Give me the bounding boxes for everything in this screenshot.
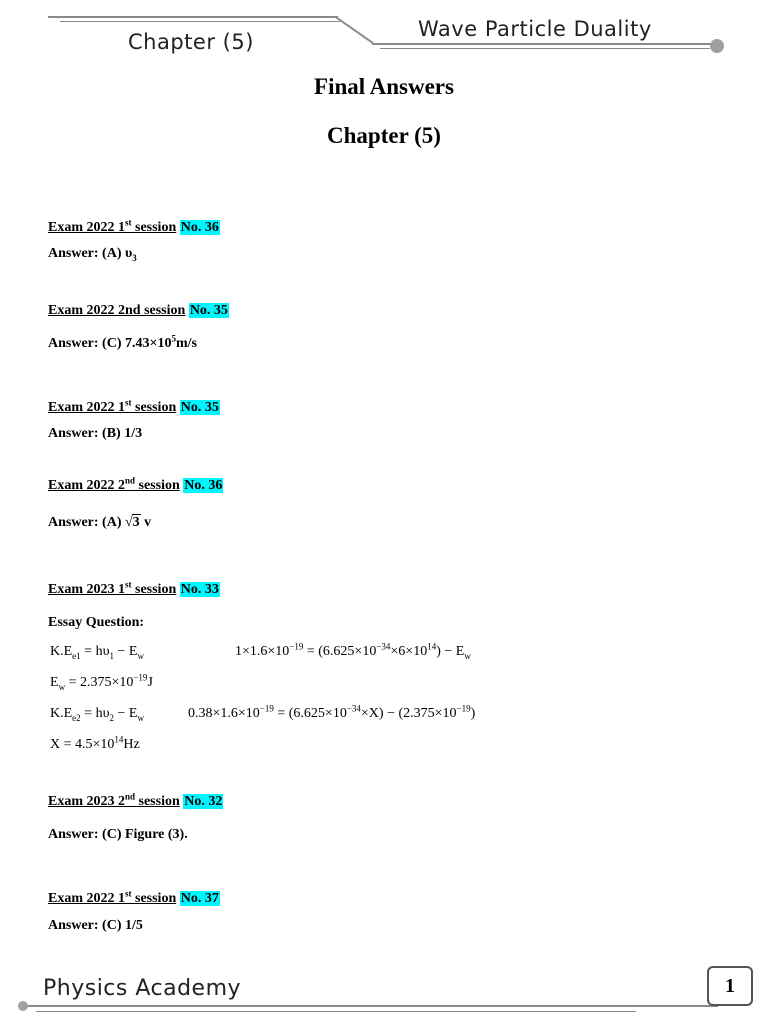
question-number-7: No. 37 xyxy=(180,891,219,906)
header-chapter: Chapter (5) xyxy=(128,30,254,54)
footer-brand: Physics Academy xyxy=(43,976,242,1001)
equation-3-right: $0.38\times 1.6\times 10^{-19} = (6.625\times 10^{-34}\times X) - (2.375\times 10^{-19})$ xyxy=(188,703,476,721)
answer-4: Answer: (A) √3 v xyxy=(48,515,152,530)
page-subtitle: Chapter (5) xyxy=(327,123,441,148)
essay-label: Essay Question: xyxy=(48,615,145,630)
equation-2: $E_w = 2.375\times 10^{-19}J$ xyxy=(50,672,153,692)
answer-6: Answer: (C) Figure (3). xyxy=(48,827,188,842)
question-number-1: No. 36 xyxy=(180,220,219,235)
header-rule-left-thin xyxy=(60,21,340,22)
question-heading-7: Exam 2022 1st session No. 37 xyxy=(48,888,219,906)
question-number-3: No. 35 xyxy=(180,400,219,415)
header-rule-diagonal-thin xyxy=(341,21,374,45)
header-rule-left xyxy=(48,16,338,18)
question-heading-3: Exam 2022 1st session No. 35 xyxy=(48,397,219,415)
question-heading-6: Exam 2023 2nd session No. 32 xyxy=(48,791,223,809)
sqrt-icon: √ xyxy=(124,515,133,530)
page-number: 1 xyxy=(707,966,753,1006)
answer-2: Answer: (C) $7.43\times 10^5m/s$ xyxy=(48,333,197,351)
question-number-5: No. 33 xyxy=(180,582,219,597)
equation-1-left: $K.E_{e1} = h\upsilon_1 - E_w$ xyxy=(50,644,144,661)
question-number-6: No. 32 xyxy=(184,794,223,809)
footer-rule-thin xyxy=(36,1011,636,1012)
footer-rule xyxy=(28,1005,718,1007)
page-title: Final Answers xyxy=(314,74,454,99)
header-rule-right xyxy=(372,43,712,45)
question-heading-2: Exam 2022 2nd session No. 35 xyxy=(48,303,228,318)
question-number-2: No. 35 xyxy=(189,303,228,318)
question-heading-1: Exam 2022 1st session No. 36 xyxy=(48,217,219,235)
answer-7: Answer: (C) 1/5 xyxy=(48,918,143,933)
header-dot-icon xyxy=(710,39,724,53)
answer-3: Answer: (B) 1/3 xyxy=(48,426,143,441)
footer-dot-icon xyxy=(18,1001,28,1011)
question-number-4: No. 36 xyxy=(184,478,223,493)
header-topic: Wave Particle Duality xyxy=(418,17,652,41)
header-rule-right-thin xyxy=(380,48,710,49)
answer-1: Answer: (A) $\upsilon_3$ xyxy=(48,246,137,263)
question-heading-5: Exam 2023 1st session No. 33 xyxy=(48,579,219,597)
equation-1-right: $1\times 1.6\times 10^{-19} = (6.625\times 10^{-34}\times 6\times 10^{14}) - E_w$ xyxy=(235,641,471,661)
question-heading-4: Exam 2022 2nd session No. 36 xyxy=(48,475,223,493)
equation-4: $X = 4.5\times 10^{14}Hz$ xyxy=(50,734,140,752)
equation-3-left: $K.E_{e2} = h\upsilon_2 - E_w$ xyxy=(50,706,144,723)
